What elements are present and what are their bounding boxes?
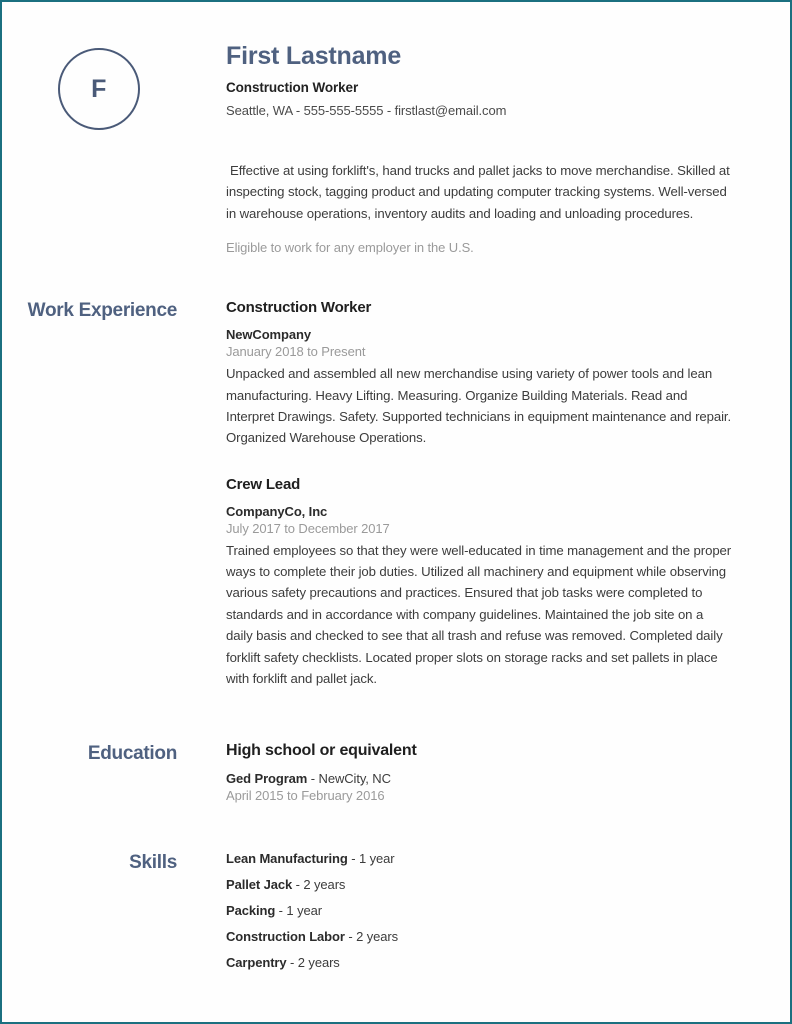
education-school-line [226,771,732,786]
professional-summary: Effective at using forklift's, hand trucks and pallet jacks to move merchandise. Skilled at inspecting stock, tagging product and updating computer tracking systems. Well-versed in warehouse operations, inventory audits and loading and unloading procedures. [226,163,730,221]
education-dates: April 2015 to February 2016 [226,788,385,804]
skill-duration: 2 years [297,955,340,971]
work-entry-description: Trained employees so that they were well-educated in time management and the proper ways to complete their job duties. Utilized all machinery and equipment while observing various safety precautions and practices. Ensured that job tasks were completed to standards and in accordance with company guidelines. Maintained the job site on a daily basis and checked to see that all trash and refuse was removed. Completed daily forklift safety checklists. Located proper slots on storage racks and set pallets in place with forklift and pallet jack. [226,542,732,686]
skills-list [226,851,790,970]
work-experience-section [2,299,790,689]
education-label-column [2,742,226,766]
section-heading-skills: Skills [129,852,177,874]
skill-name: Packing [226,903,276,919]
skill-duration: 1 year [358,851,395,867]
skill-item [226,929,732,944]
skill-item [226,851,732,866]
work-entry-dates: July 2017 to December 2017 [226,520,390,536]
resume-document [2,2,790,970]
candidate-headline: Construction Worker [226,79,359,95]
skill-separator: - [344,929,357,945]
section-heading-work-experience: Work Experience [27,300,177,322]
skill-item [226,903,732,918]
work-entry-description: Unpacked and assembled all new merchandise using variety of power tools and lean manufacturing. Heavy Lifting. Measuring. Organize Building Materials. Read and Interpret Drawings. Safety. Supported technicians in equipment maintenance and repair. Organized Warehouse Operations. [226,366,732,446]
education-school-name: Ged Program [226,771,308,787]
skill-name: Pallet Jack [226,877,293,893]
avatar-initial: F [91,74,107,103]
summary-content [226,160,790,255]
skills-label-column [2,851,226,875]
education-degree: High school or equivalent [226,742,417,760]
work-entry-company: NewCompany [226,327,311,343]
header-details [226,42,790,118]
skill-name: Lean Manufacturing [226,851,348,867]
education-section [2,742,790,803]
skill-separator: - [347,851,359,867]
skill-separator: - [292,877,304,893]
work-experience-label-column [2,299,226,323]
resume-header [2,42,790,130]
education-location: NewCity, NC [318,771,391,787]
resume-page [2,2,790,1022]
work-entry-company: CompanyCo, Inc [226,503,328,519]
skill-separator: - [275,903,287,919]
skill-duration: 1 year [286,903,322,919]
skill-separator: - [286,955,298,971]
work-entry-dates: January 2018 to Present [226,344,366,360]
skill-duration: 2 years [356,929,399,945]
avatar [58,48,140,130]
skill-name: Construction Labor [226,929,345,945]
work-experience-entries [226,299,790,689]
summary-section [2,160,790,255]
work-entry-title: Crew Lead [226,475,301,493]
education-entries [226,742,790,803]
section-heading-education: Education [87,743,177,765]
work-entry [226,299,732,449]
work-entry-title: Construction Worker [226,299,372,317]
skill-duration: 2 years [303,877,346,893]
education-separator: - [307,771,319,787]
contact-info: Seattle, WA - 555-555-5555 - firstlast@email.com [226,102,507,118]
skill-name: Carpentry [226,955,287,971]
skill-item [226,877,732,892]
work-eligibility-note: Eligible to work for any employer in the U.S. [226,240,474,256]
candidate-name: First Lastname [226,42,402,70]
skills-section [2,851,790,970]
skill-item [226,955,732,970]
avatar-column [2,42,226,130]
work-entry [226,476,732,690]
